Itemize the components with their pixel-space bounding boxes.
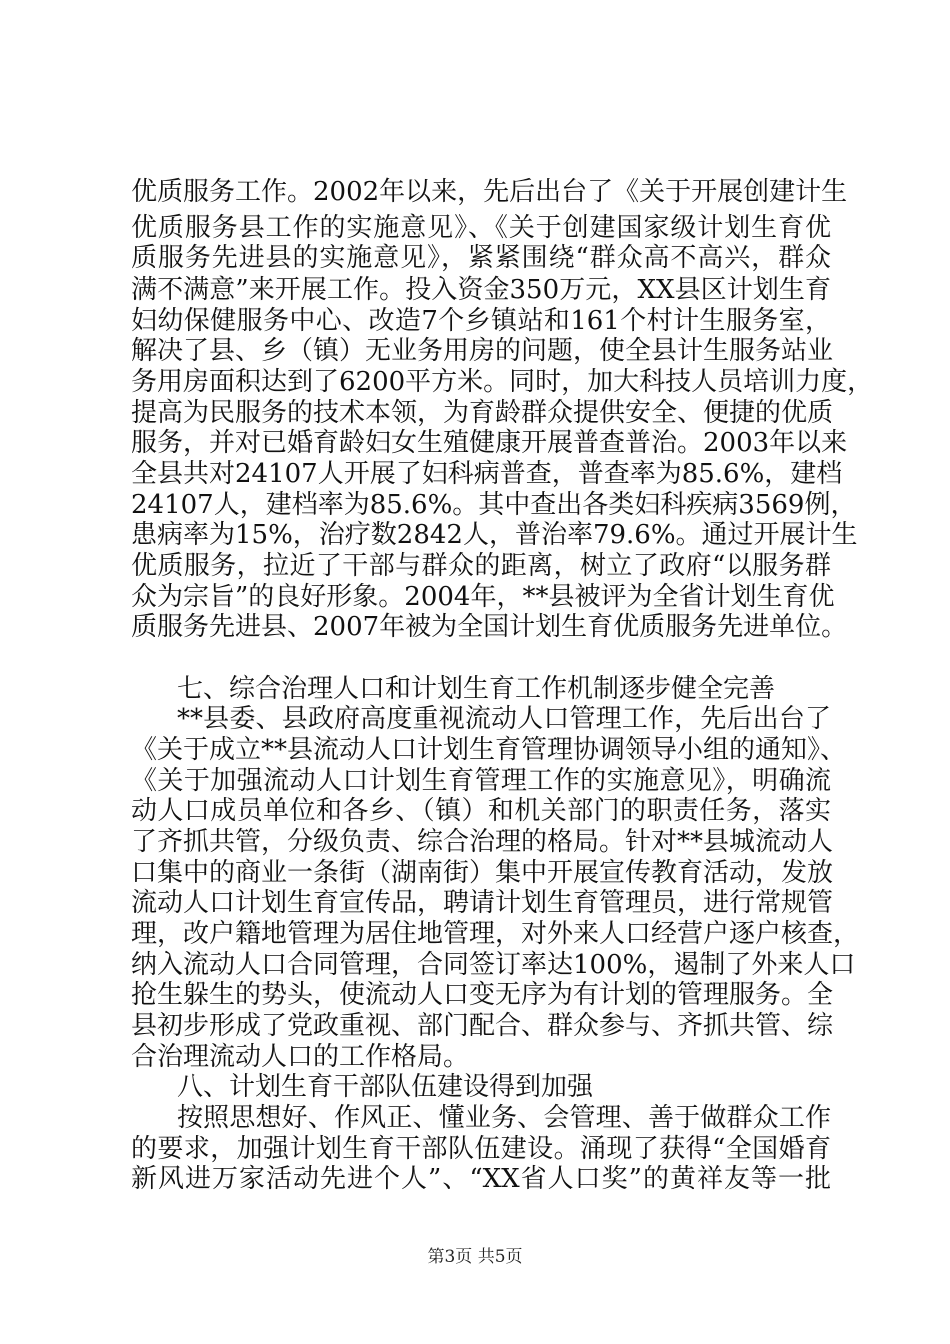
text-line: 优质服务工作。2002年以来，先后出台了《关于开展创建计生 <box>131 177 848 207</box>
text-line: 优质服务县工作的实施意见》、《关于创建国家级计划生育优 <box>131 213 831 243</box>
text-line: 抢生躲生的势头，使流动人口变无序为有计划的管理服务。全 <box>131 980 834 1010</box>
page-number-footer: 第3页 共5页 <box>427 1247 523 1267</box>
text-line: 质服务先进县、2007年被为全国计划生育优质服务先进单位。 <box>131 612 848 642</box>
text-line: 动人口成员单位和各乡、（镇）和机关部门的职责任务，落实 <box>131 796 831 826</box>
text-line: 理，改户籍地管理为居住地管理，对外来人口经营户逐户核查， <box>131 919 860 949</box>
text-line: 《关于成立**县流动人口计划生育管理协调领导小组的通知》、 <box>131 735 847 765</box>
text-line: 纳入流动人口合同管理，合同签订率达100%，遏制了外来人口 <box>131 950 856 980</box>
text-line: **县委、县政府高度重视流动人口管理工作，先后出台了 <box>177 704 831 734</box>
text-line: 妇幼保健服务中心、改造7个乡镇站和161个村计生服务室， <box>131 306 831 336</box>
text-line: 24107人，建档率为85.6%。其中查出各类妇科疾病3569例， <box>131 490 857 520</box>
text-line: 全县共对24107人开展了妇科病普查，普查率为85.6%，建档 <box>131 459 843 489</box>
text-line: 按照思想好、作风正、懂业务、会管理、善于做群众工作 <box>177 1103 831 1133</box>
text-line: 县初步形成了党政重视、部门配合、群众参与、齐抓共管、综 <box>131 1011 834 1041</box>
text-line: 质服务先进县的实施意见》，紧紧围绕“群众高不高兴，群众 <box>131 243 831 273</box>
section-heading: 八、计划生育干部队伍建设得到加强 <box>177 1072 594 1102</box>
text-line: 众为宗旨”的良好形象。2004年，**县被评为全省计划生育优 <box>131 582 835 612</box>
text-line: 服务，并对已婚育龄妇女生殖健康开展普查普治。2003年以来 <box>131 428 848 458</box>
text-line: 新风进万家活动先进个人”、“XX省人口奖”的黄祥友等一批 <box>131 1164 831 1194</box>
text-line: 流动人口计划生育宣传品，聘请计划生育管理员，进行常规管 <box>131 888 834 918</box>
text-line: 患病率为15%，治疗数2842人，普治率79.6%。通过开展计生 <box>131 520 858 550</box>
text-line: 务用房面积达到了6200平方米。同时，加大科技人员培训力度， <box>131 367 874 397</box>
text-line: 《关于加强流动人口计划生育管理工作的实施意见》，明确流 <box>131 766 831 796</box>
text-line: 提高为民服务的技术本领，为育龄群众提供安全、便捷的优质 <box>131 398 834 428</box>
text-line: 满不满意”来开展工作。投入资金350万元，XX县区计划生育 <box>131 275 831 305</box>
section-heading: 七、综合治理人口和计划生育工作机制逐步健全完善 <box>177 674 776 704</box>
text-line: 合治理流动人口的工作格局。 <box>131 1042 470 1072</box>
text-line: 了齐抓共管，分级负责、综合治理的格局。针对**县城流动人 <box>131 827 834 857</box>
text-line: 解决了县、乡（镇）无业务用房的问题，使全县计生服务站业 <box>131 336 834 366</box>
text-line: 口集中的商业一条街（湖南街）集中开展宣传教育活动，发放 <box>131 858 834 888</box>
text-line: 优质服务，拉近了干部与群众的距离，树立了政府“以服务群 <box>131 551 831 581</box>
text-line: 的要求，加强计划生育干部队伍建设。涌现了获得“全国婚育 <box>131 1134 831 1164</box>
